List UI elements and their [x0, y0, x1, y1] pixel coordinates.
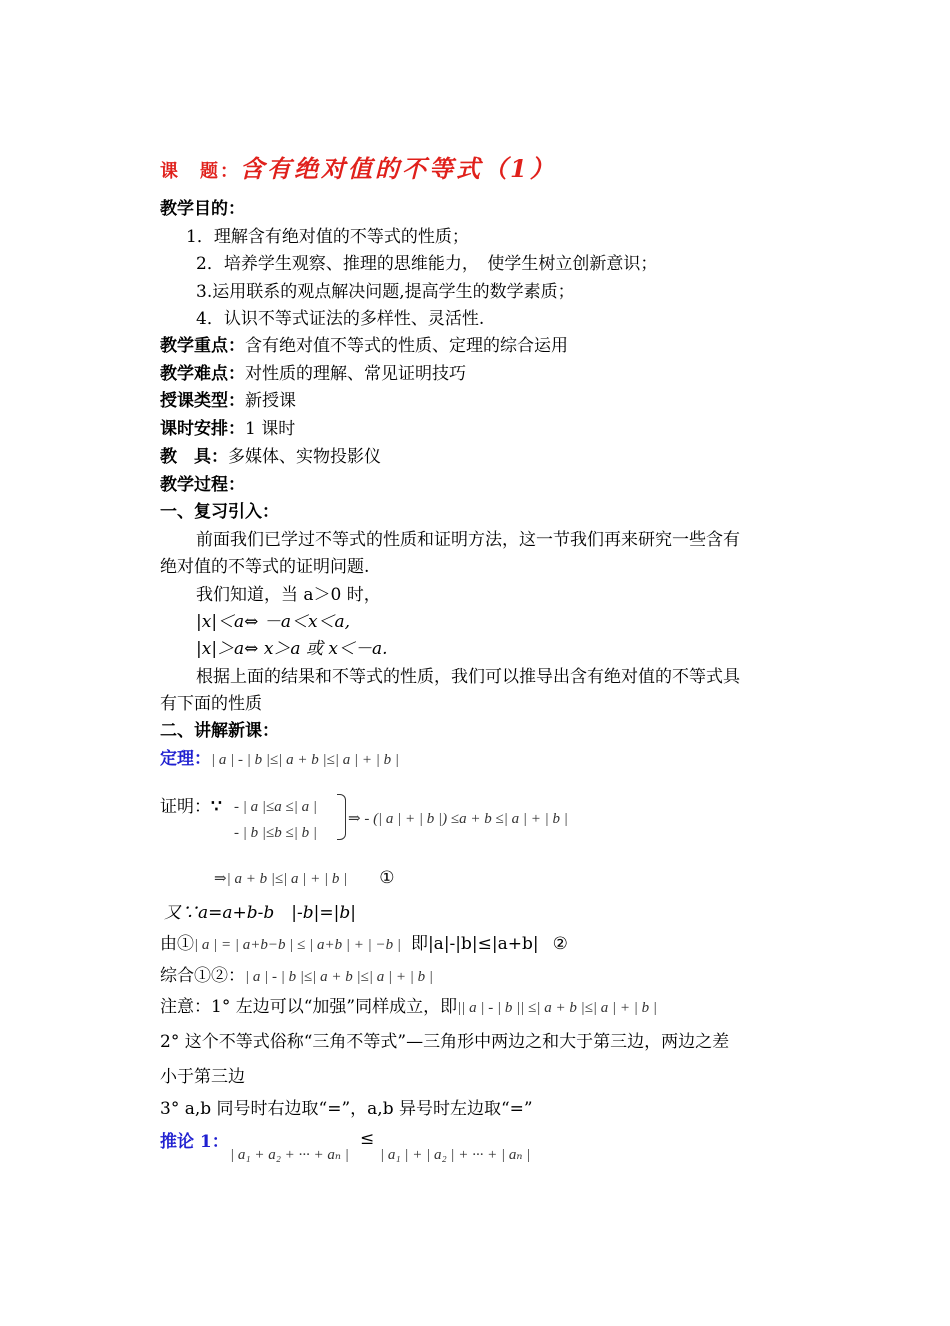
review-formula-2: |x|＞a⇔ x＞a 或 x＜－a. [196, 639, 388, 659]
review-heading: 一、复习引入： [160, 502, 279, 522]
meta-difficulty [160, 363, 466, 385]
from-formula: | a | = | a+b−b | ≤ | a+b | + | −b | [194, 937, 401, 953]
equation-marker-2: ② [552, 934, 568, 954]
also-line: 又∵a=a+b-b |-b|=|b| [164, 903, 356, 923]
note-text: 注意：1° 左边可以“加强”同样成立，即 [160, 997, 458, 1017]
process-heading: 教学过程： [160, 475, 245, 495]
theorem-formula: | a | - | b |≤| a + b |≤| a | + | b | [211, 752, 399, 768]
proof-line-2: - | b |≤b ≤| b | [234, 825, 317, 841]
meta-key-points [160, 335, 568, 357]
meta-value: 含有绝对值不等式的性质、定理的综合运用 [245, 336, 568, 356]
meta-schedule [160, 418, 295, 440]
review-paragraph-2: 我们知道，当 a＞0 时， [196, 585, 381, 605]
meta-value: 多媒体、实物投影仪 [228, 447, 381, 467]
proof-line-1: - | a |≤a ≤| a | [234, 799, 317, 815]
review-paragraph-3a: 根据上面的结果和不等式的性质，我们可以推导出含有绝对值的不等式具 [196, 667, 740, 687]
note-line-3: 3° a,b 同号时右边取“=”，a,b 异号时左边取“=” [160, 1099, 533, 1119]
goal-item-2: 2．培养学生观察、推理的思维能力， 使学生树立创新意识； [196, 254, 658, 274]
corollary-leq: ≤ [360, 1129, 375, 1149]
from-label: 由① [160, 934, 194, 954]
proof-label: 证明： [160, 797, 211, 817]
goal-item-3: 3.运用联系的观点解决问题,提高学生的数学素质； [196, 282, 575, 302]
review-paragraph-3b: 有下面的性质 [160, 694, 262, 714]
equation-marker-1: ① [379, 868, 395, 888]
combine-line [160, 965, 433, 988]
review-formula-1: |x|＜a⇔ －a＜x＜a, [196, 612, 351, 632]
from-conclusion: 即|a|-|b|≤|a+b| [410, 934, 539, 954]
proof-label-line [160, 796, 222, 818]
from-line [160, 933, 568, 956]
lesson-heading: 二、讲解新课： [160, 721, 279, 741]
because-symbol: ∵ [211, 797, 222, 817]
review-paragraph-1a: 前面我们已学过不等式的性质和证明方法，这一节我们再来研究一些含有 [196, 530, 740, 550]
corollary-label: 推论 1： [160, 1132, 229, 1152]
goals-heading: 教学目的： [160, 199, 245, 219]
meta-label: 教 具： [160, 447, 228, 467]
meta-lesson-type [160, 390, 296, 412]
meta-label: 课时安排： [160, 419, 245, 439]
note-formula: || a | - | b || ≤| a + b |≤| a | + | b | [457, 1000, 658, 1016]
corollary-left: | a₁ + a₂ + ··· + aₙ | [230, 1147, 349, 1163]
corollary-right: | a₁ | + | a₂ | + ··· + | aₙ | [380, 1147, 531, 1163]
proof-result: ⇒| a + b |≤| a | + | b | [214, 871, 348, 887]
proof-brace [337, 794, 346, 840]
title-main: 含有绝对值的不等式（1） [240, 154, 557, 183]
note-line-2a: 2° 这个不等式俗称“三角不等式”—三角形中两边之和大于第三边，两边之差 [160, 1032, 730, 1052]
proof-implication: ⇒ - (| a | + | b |) ≤a + b ≤| a | + | b | [348, 811, 568, 827]
proof-result-line [214, 867, 395, 890]
note-line-2b: 小于第三边 [160, 1067, 245, 1087]
theorem-label: 定理： [160, 749, 211, 769]
combine-formula: | a | - | b |≤| a + b |≤| a | + | b | [245, 969, 433, 985]
note-line-1 [160, 996, 657, 1019]
meta-tools [160, 446, 381, 468]
title-line [160, 154, 557, 183]
theorem-line [160, 748, 399, 771]
meta-value: 新授课 [245, 391, 296, 411]
meta-value: 对性质的理解、常见证明技巧 [245, 364, 466, 384]
review-paragraph-1b: 绝对值的不等式的证明问题. [160, 557, 370, 577]
title-label: 课 题： [160, 161, 240, 182]
goal-item-1: 1．理解含有绝对值的不等式的性质； [186, 227, 469, 247]
meta-value: 1 课时 [245, 419, 296, 439]
meta-label: 授课类型： [160, 391, 245, 411]
meta-label: 教学重点： [160, 336, 245, 356]
combine-label: 综合①②： [160, 966, 245, 986]
goal-item-4: 4．认识不等式证法的多样性、灵活性. [196, 309, 485, 329]
meta-label: 教学难点： [160, 364, 245, 384]
